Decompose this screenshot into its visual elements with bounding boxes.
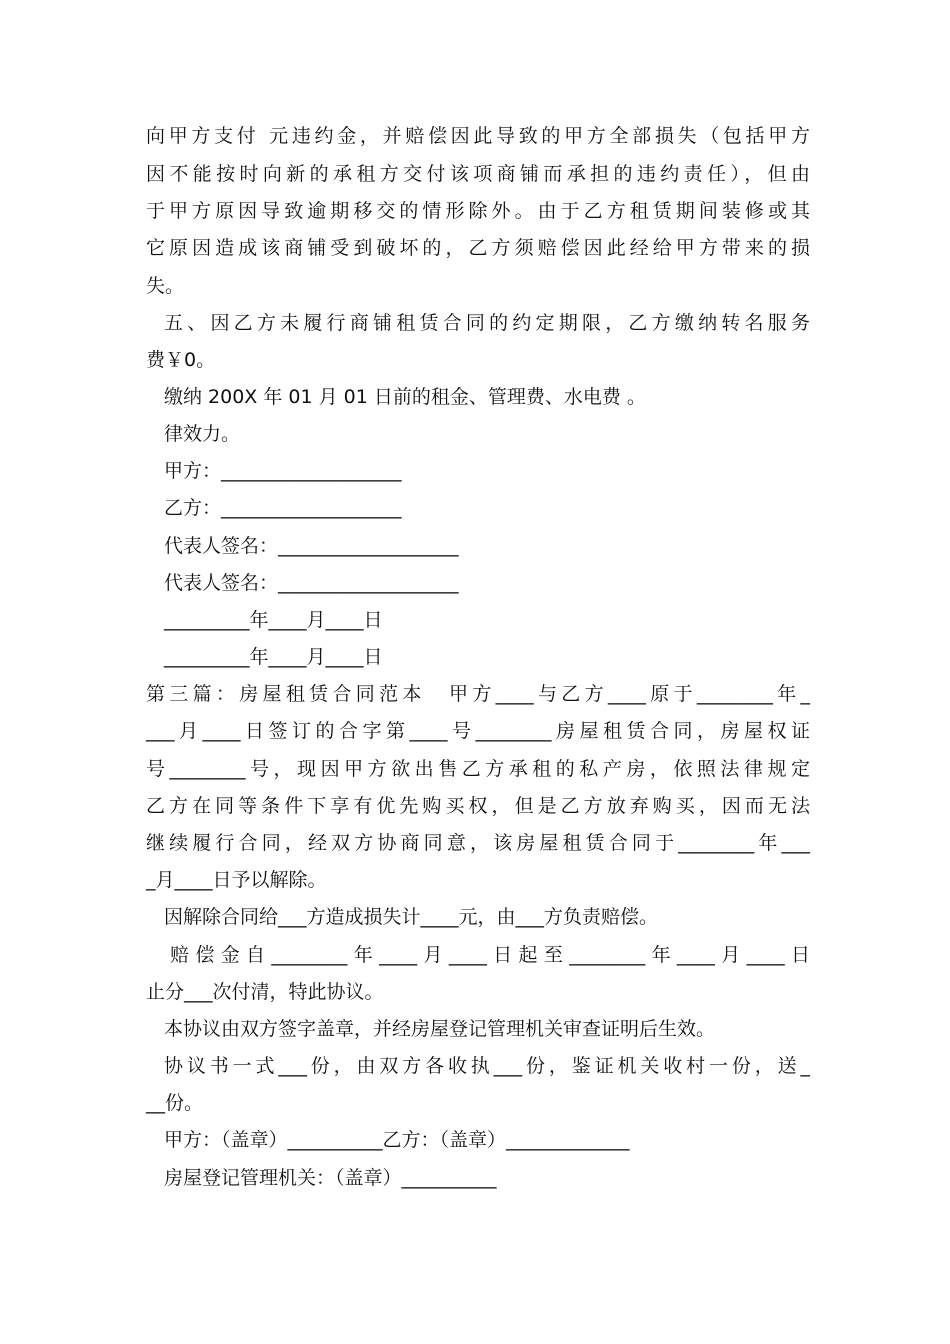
section-three-line: 乙方在同等条件下享有优先购买权，但是乙方放弃购买，因而无法 — [146, 795, 810, 817]
party-b-signature-line: 乙方：___________________ — [164, 497, 402, 519]
section-three-line: 继续履行合同，经双方协商同意，该房屋租赁合同于________年___ — [146, 832, 810, 854]
section-three-line: 号________号，现因甲方欲出售乙方承租的私产房，依照法律规定 — [146, 758, 810, 780]
party-a-signature-line: 甲方：___________________ — [164, 460, 402, 482]
effective-clause-line: 本协议由双方签字盖章，并经房屋登记管理机关审查证明后生效。 — [164, 1018, 716, 1040]
date-line: _________年____月____日 — [164, 646, 383, 668]
section-three-line: ___月____日签订的合字第____号________房屋租赁合同，房屋权证 — [146, 720, 810, 742]
paragraph-line: 于甲方原因导致逾期移交的情形除外。由于乙方租赁期间装修或其 — [146, 200, 810, 222]
paragraph-line: 因不能按时向新的承租方交付该项商铺而承担的违约责任），但由 — [146, 163, 810, 185]
registry-seal-line: 房屋登记管理机关：（盖章）__________ — [164, 1167, 497, 1189]
representative-signature-line: 代表人签名：___________________ — [164, 535, 459, 557]
section-three-line: 第三篇：房屋租赁合同范本 甲方____与乙方____原于________年_ — [146, 683, 810, 705]
copies-clause-line: __份。 — [146, 1092, 204, 1114]
clause-five-line: 费￥0。 — [146, 349, 216, 371]
payment-line: 缴纳 200X 年 01 月 01 日前的租金、管理费、水电费 。 — [164, 386, 646, 408]
seal-line: 甲方：（盖章）__________乙方：（盖章）_____________ — [164, 1129, 630, 1151]
paragraph-line: 向甲方支付 元违约金，并赔偿因此导致的甲方全部损失（包括甲方 — [146, 125, 810, 147]
paragraph-line: 失。 — [146, 275, 185, 297]
compensation-period-line: 止分___次付清，特此协议。 — [146, 981, 384, 1003]
legal-effect-line: 律效力。 — [164, 423, 241, 445]
compensation-period-line: 赔偿金自________年____月____日起至________年____月____日 — [170, 944, 810, 966]
date-line: _________年____月____日 — [164, 609, 383, 631]
compensation-line: 因解除合同给___方造成损失计____元，由___方负责赔偿。 — [164, 906, 659, 928]
representative-signature-line: 代表人签名：___________________ — [164, 572, 459, 594]
clause-five-line: 五、因乙方未履行商铺租赁合同的约定期限，乙方缴纳转名服务 — [164, 312, 810, 334]
copies-clause-line: 协议书一式___份，由双方各收执___份，鉴证机关收村一份，送_ — [164, 1055, 810, 1077]
paragraph-line: 它原因造成该商铺受到破坏的，乙方须赔偿因此经给甲方带来的损 — [146, 237, 810, 259]
section-three-line: _月____日予以解除。 — [146, 869, 327, 891]
